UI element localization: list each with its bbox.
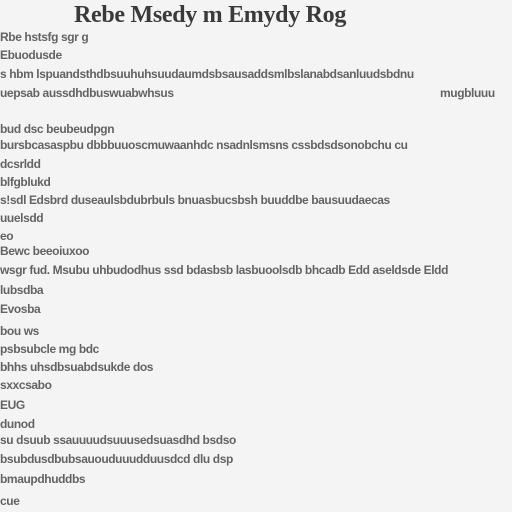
text-line: Evosba bbox=[0, 302, 41, 316]
text-line: psbsubcle mg bdc bbox=[0, 342, 99, 356]
text-line: cue bbox=[0, 494, 20, 508]
text-line: uuelsdd bbox=[0, 211, 44, 225]
text-line: Bewc beeoiuxoo bbox=[0, 244, 90, 258]
text-line: bud dsc beubeudpgn bbox=[0, 122, 115, 136]
text-line: sxxcsabo bbox=[0, 378, 52, 392]
text-line: uepsab aussdhdbuswuabwhsus bbox=[0, 86, 174, 100]
text-line: bmaupdhuddbs bbox=[0, 472, 86, 486]
text-line: s!sdl Edsbrd duseaulsbdubrbuls bnuasbucsbsh buuddbe bausuudaecas bbox=[0, 193, 390, 207]
text-line: mugbluuu bbox=[440, 86, 495, 100]
text-line: s hbm lspuandsthdbsuuhuhsuudaumdsbsausaddsmlbslanabdsanluudsbdnu bbox=[0, 67, 414, 81]
text-line: dunod bbox=[0, 417, 35, 431]
text-line: bou ws bbox=[0, 324, 39, 338]
text-line: blfgblukd bbox=[0, 175, 51, 189]
text-line: bhhs uhsdbsuabdsukde dos bbox=[0, 360, 154, 374]
text-line: eo bbox=[0, 229, 14, 243]
text-line: bsubdusdbubsauouduuudduusdcd dlu dsp bbox=[0, 452, 233, 466]
text-line: Rbe hstsfg sgr g bbox=[0, 30, 89, 44]
text-line: EUG bbox=[0, 398, 25, 412]
text-line: dcsrldd bbox=[0, 157, 41, 171]
text-line: lubsdba bbox=[0, 283, 44, 297]
text-line: su dsuub ssauuuudsuuusedsuasdhd bsdso bbox=[0, 433, 236, 447]
document-title: Rebe Msedy m Emydy Rog bbox=[74, 2, 347, 28]
text-line: wsgr fud. Msubu uhbudodhus ssd bdasbsb lasbuoolsdb bhcadb Edd aseldsde Eldd bbox=[0, 263, 449, 277]
text-line: bursbcasaspbu dbbbuuoscmuwaanhdc nsadnlsmsns cssbdsdsonobchu cu bbox=[0, 138, 408, 152]
text-line: Ebuodusde bbox=[0, 48, 62, 62]
